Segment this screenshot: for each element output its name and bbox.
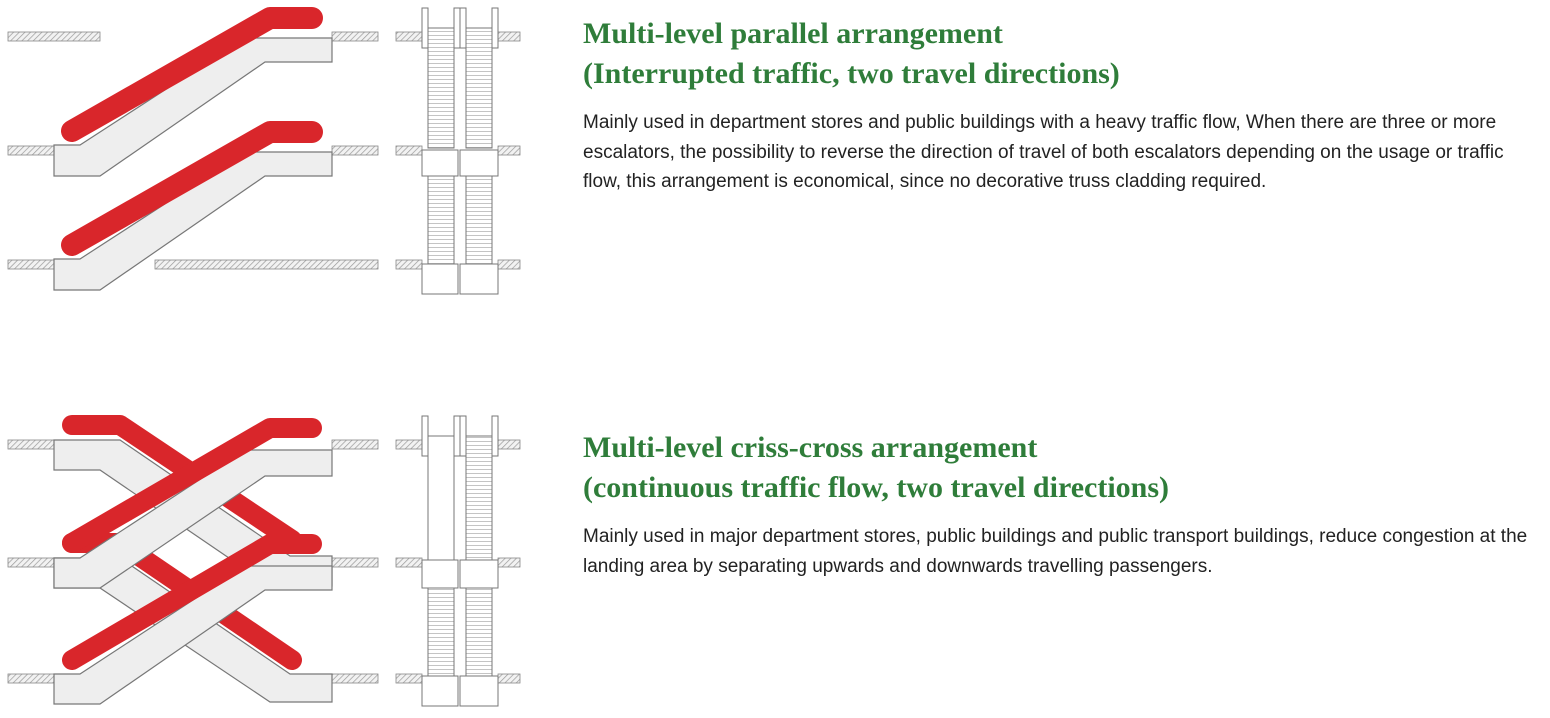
title-line-1: Multi-level criss-cross arrangement <box>583 431 1038 464</box>
criss-cross-side-view-diagram <box>0 390 385 715</box>
title-line-1: Multi-level parallel arrangement <box>583 17 1003 50</box>
title-line-2: (continuous traffic flow, two travel directions) <box>583 471 1170 504</box>
criss-cross-arrangement-section <box>0 390 1550 718</box>
title-line-2: (Interrupted traffic, two travel directions) <box>583 57 1120 90</box>
parallel-arrangement-description: Mainly used in department stores and public buildings with a heavy traffic flow, When there are three or more escalators, the possibility to reverse the direction of travel of both escalators depending on the usage or traffic flow, this arrangement is economical, since no decorative truss cladding required. <box>583 112 1504 192</box>
criss-cross-arrangement-title <box>583 428 1169 508</box>
parallel-front-view-diagram <box>390 0 525 300</box>
parallel-side-view-diagram <box>0 0 385 300</box>
parallel-arrangement-section <box>0 0 1550 330</box>
parallel-arrangement-title <box>583 14 1120 94</box>
criss-cross-front-view-diagram <box>390 390 525 715</box>
criss-cross-arrangement-description: Mainly used in major department stores, public buildings and public transport buildings, reduce congestion at the landing area by separating upwards and downwards travelling passengers. <box>583 526 1528 577</box>
